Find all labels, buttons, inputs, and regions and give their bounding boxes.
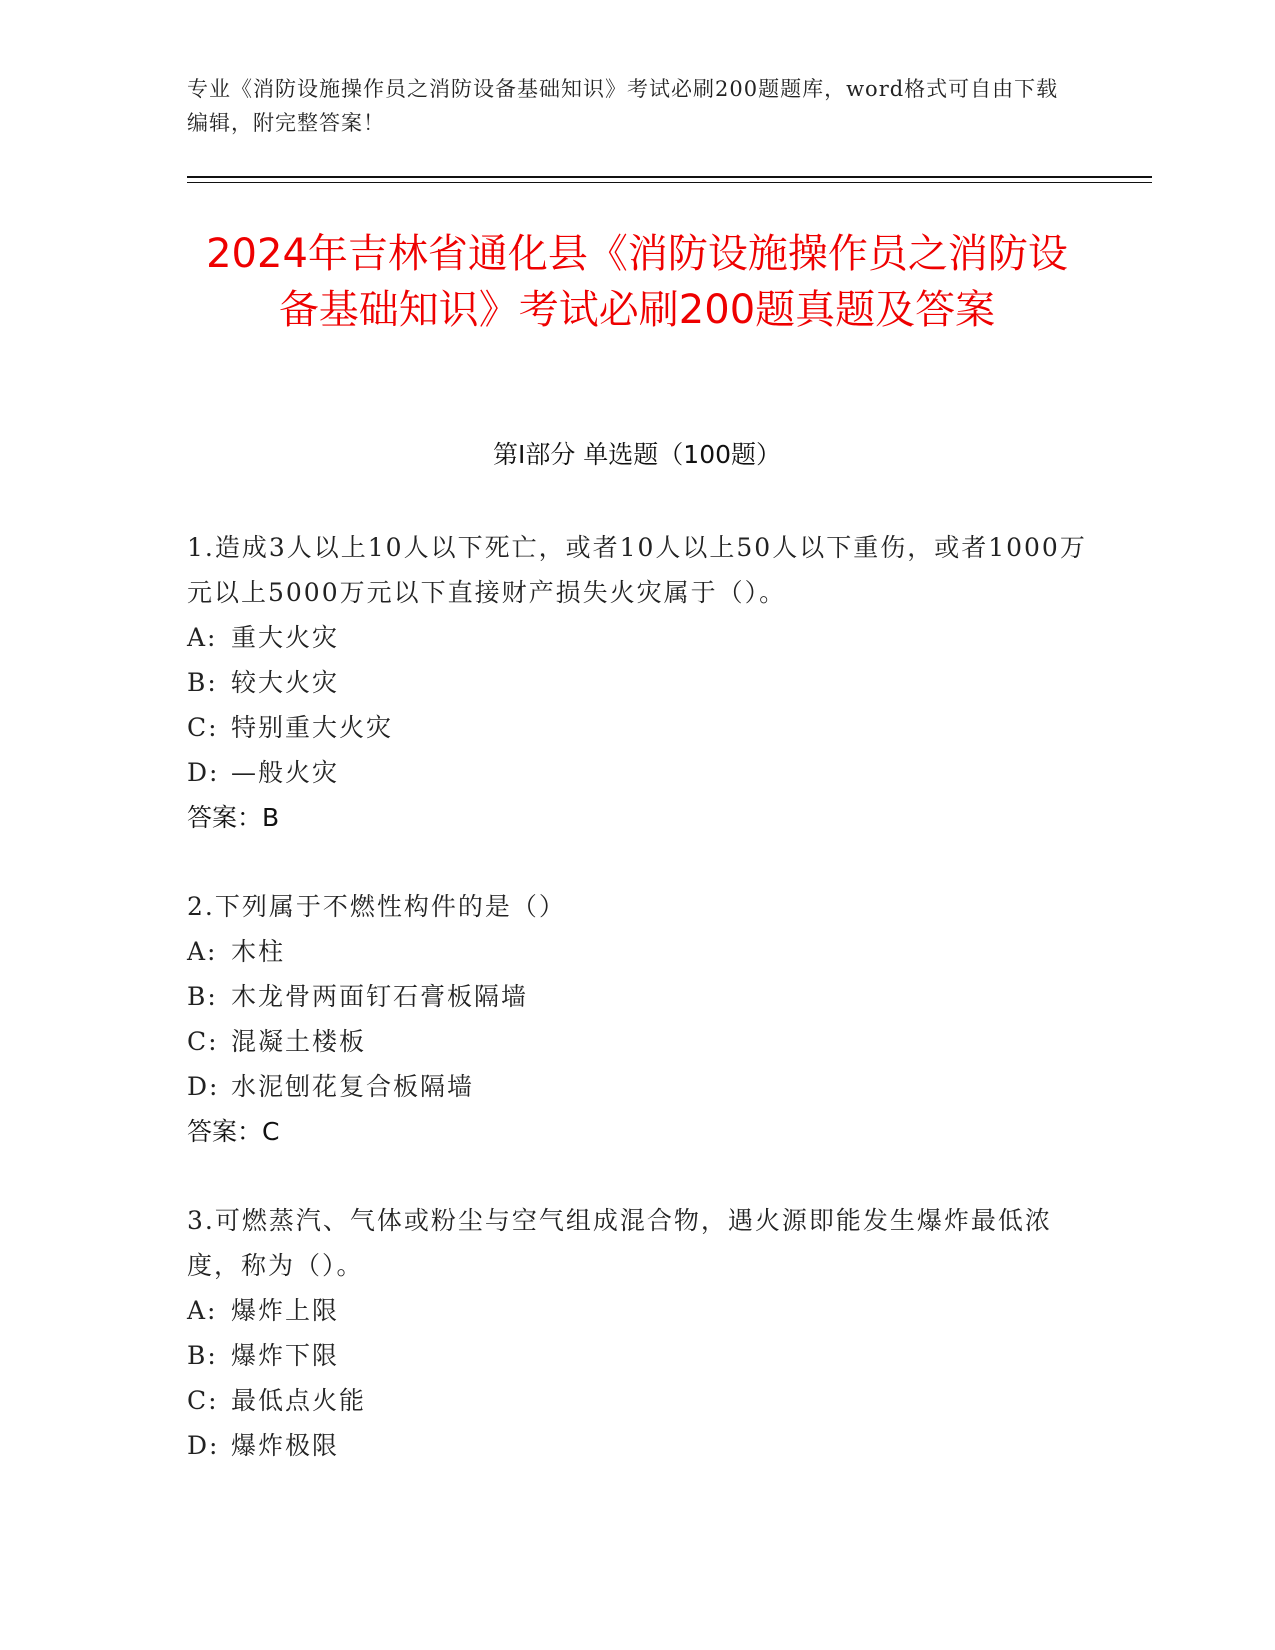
option-key: A: xyxy=(187,623,218,652)
option-text: 最低点火能 xyxy=(231,1386,367,1415)
header-divider-thin xyxy=(187,182,1152,183)
option-text: 混凝土楼板 xyxy=(231,1027,367,1056)
option-c xyxy=(187,1019,1087,1064)
option-a xyxy=(187,615,1087,660)
header-note: 专业《消防设施操作员之消防设备基础知识》考试必刷200题题库，word格式可自由下载编辑，附完整答案！ xyxy=(187,77,1059,135)
option-text: 爆炸极限 xyxy=(231,1431,340,1460)
option-d xyxy=(187,750,1087,795)
question-list xyxy=(187,525,1087,1512)
option-text: 木龙骨两面钉石膏板隔墙 xyxy=(231,982,529,1011)
option-text: 较大火灾 xyxy=(231,668,340,697)
option-text: 爆炸下限 xyxy=(231,1341,340,1370)
option-key: D: xyxy=(187,1072,220,1101)
option-b xyxy=(187,974,1087,1019)
option-text: 重大火灾 xyxy=(231,623,340,652)
option-d xyxy=(187,1423,1087,1468)
option-key: B: xyxy=(187,1341,218,1370)
option-key: C: xyxy=(187,1386,219,1415)
option-text: —般火灾 xyxy=(231,758,340,787)
option-text: 特别重大火灾 xyxy=(231,713,394,742)
document-title: 2024年吉林省通化县《消防设施操作员之消防设备基础知识》考试必刷200题真题及答案 xyxy=(206,231,1068,333)
question-stem: 2.下列属于不燃性构件的是（） xyxy=(187,892,566,921)
option-b xyxy=(187,660,1087,705)
answer: 答案：C xyxy=(187,1117,280,1146)
question-3 xyxy=(187,1198,1087,1468)
option-key: A: xyxy=(187,937,218,966)
question-stem: 1.造成3人以上10人以下死亡，或者10人以上50人以下重伤，或者1000万元以上5000万元以下直接财产损失火灾属于（）。 xyxy=(187,533,1087,607)
question-2 xyxy=(187,884,1087,1154)
header-divider-thick xyxy=(187,176,1152,178)
option-key: D: xyxy=(187,758,220,787)
option-key: B: xyxy=(187,668,218,697)
option-key: B: xyxy=(187,982,218,1011)
option-key: A: xyxy=(187,1296,218,1325)
option-c xyxy=(187,705,1087,750)
option-key: D: xyxy=(187,1431,220,1460)
option-key: C: xyxy=(187,1027,219,1056)
answer: 答案：B xyxy=(187,803,280,832)
option-text: 木柱 xyxy=(231,937,286,966)
option-a xyxy=(187,929,1087,974)
option-text: 水泥刨花复合板隔墙 xyxy=(231,1072,475,1101)
option-text: 爆炸上限 xyxy=(231,1296,340,1325)
option-d xyxy=(187,1064,1087,1109)
option-c xyxy=(187,1378,1087,1423)
option-a xyxy=(187,1288,1087,1333)
question-stem: 3.可燃蒸汽、气体或粉尘与空气组成混合物，遇火源即能发生爆炸最低浓度，称为（）。 xyxy=(187,1206,1052,1280)
question-1 xyxy=(187,525,1087,840)
section-title: 第I部分 单选题（100题） xyxy=(492,440,782,469)
option-b xyxy=(187,1333,1087,1378)
option-key: C: xyxy=(187,713,219,742)
